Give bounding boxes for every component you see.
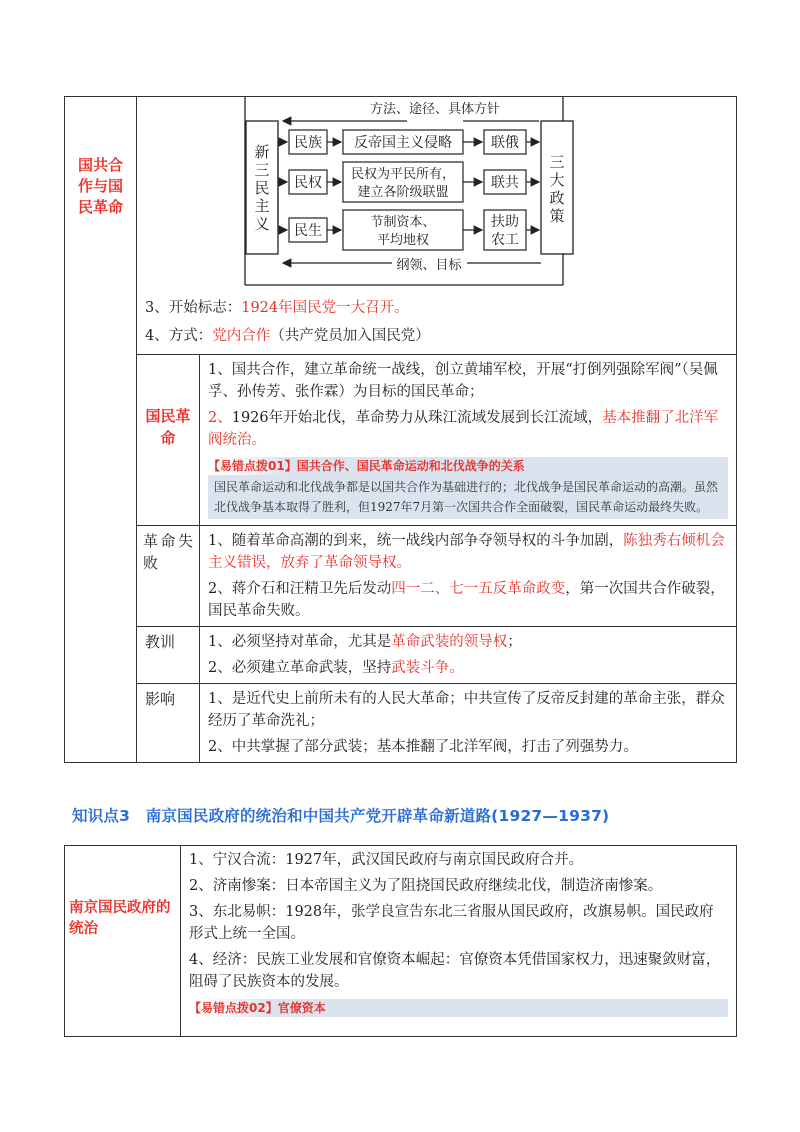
svg-text:建立各阶级联盟: 建立各阶级联盟	[357, 185, 449, 200]
nanjing-item-4: 4、经济：民族工业发展和官僚资本崛起：官僚资本凭借国家权力，迅速聚敛财富，阻碍了民族资本的发展。	[189, 952, 721, 990]
svg-text:反帝国主义侵略: 反帝国主义侵略	[354, 135, 452, 151]
svg-text:三: 三	[549, 153, 565, 171]
lesson-label: 教训	[145, 633, 176, 651]
revolution-content-cell	[200, 355, 737, 526]
failure-paragraph-2: 2、蒋介石和汪精卫先后发动四一二、七一五反革命政变，第一次国共合作破裂，国民革命失败。	[208, 581, 725, 619]
table-nanjing-government	[64, 845, 737, 1037]
tip-body-01: 国民革命运动和北伐战争都是以国共合作为基础进行的；北伐战争是国民革命运动的高潮。虽然北伐战争基本取得了胜利，但1927年7月第一次国共合作全面破裂，国民革命运动最终失败。	[208, 475, 728, 519]
revolution-paragraph-2: 2、1926年开始北伐，革命势力从珠江流域发展到长江流域，基本推翻了北洋军阀统治。	[208, 410, 719, 448]
nanjing-item-2: 2、济南惨案：日本帝国主义为了阻挠国民政府继续北伐，制造济南惨案。	[189, 878, 663, 894]
influence-label: 影响	[145, 690, 176, 708]
nanjing-content-cell	[181, 846, 737, 1037]
svg-text:主: 主	[254, 197, 270, 215]
svg-text:大: 大	[549, 171, 565, 189]
cooperation-method-text: 4、方式：党内合作（共产党员加入国民党）	[145, 328, 430, 344]
lesson-label-cell	[137, 627, 200, 684]
nanjing-category-cell	[65, 846, 181, 1037]
category-cell	[65, 97, 137, 763]
svg-text:民: 民	[254, 179, 270, 197]
svg-text:联俄: 联俄	[491, 135, 519, 151]
svg-text:义: 义	[254, 215, 270, 233]
failure-content-cell	[200, 526, 737, 627]
top-label: 方法、途径、具体方针	[369, 102, 501, 117]
nanjing-item-1: 1、宁汉合流：1927年，武汉国民政府与南京国民政府合并。	[189, 852, 584, 868]
svg-text:三: 三	[254, 161, 270, 179]
nanjing-category-label: 南京国民政府的统治	[69, 900, 171, 937]
category-label: 国共合作与国民革命	[77, 156, 123, 216]
right-label	[549, 153, 564, 225]
influence-paragraph-1: 1、是近代史上前所未有的人民大革命；中共宣传了反帝反封建的革命主张，群众经历了革命洗礼；	[208, 691, 725, 729]
svg-text:节制资本、: 节制资本、	[370, 215, 436, 230]
section-heading: 知识点3 南京国民政府的统治和中国共产党开辟革命新道路(1927—1937)	[72, 807, 610, 825]
lesson-content-cell	[200, 627, 737, 684]
left-label	[254, 143, 269, 233]
start-marker-text: 3、开始标志：1924年国民党一大召开。	[145, 300, 409, 316]
svg-text:政: 政	[549, 189, 565, 207]
tip-title-01: 【易错点拨01】国共合作、国民革命运动和北伐战争的关系	[208, 457, 728, 475]
tip-title-02: 【易错点拨02】官僚资本	[189, 999, 728, 1017]
three-principles-diagram	[137, 97, 674, 297]
svg-text:民族: 民族	[294, 135, 322, 151]
svg-text:民生: 民生	[294, 223, 322, 239]
svg-text:扶助: 扶助	[491, 214, 519, 230]
nanjing-item-3: 3、东北易帜：1928年，张学良宣告东北三省服从国民政府，改旗易帜。国民政府形式上统一全国。	[189, 904, 714, 942]
svg-text:联共: 联共	[491, 175, 519, 191]
failure-paragraph-1: 1、随着革命高潮的到来，统一战线内部争夺领导权的斗争加剧，陈独秀右倾机会主义错误，放弃了革命领导权。	[208, 533, 725, 571]
failure-label: 革命失败	[143, 532, 193, 572]
table-kmt-ccp-cooperation	[64, 96, 737, 763]
revolution-label-cell	[137, 355, 200, 526]
svg-text:农工: 农工	[491, 232, 519, 248]
influence-paragraph-2: 2、中共掌握了部分武装；基本推翻了北洋军阀，打击了列强势力。	[208, 739, 638, 755]
svg-text:平均地权: 平均地权	[376, 233, 430, 248]
revolution-paragraph-1: 1、国共合作，建立革命统一战线，创立黄埔军校，开展“打倒列强除军阀”（吴佩孚、孙传芳、张作霖）为目标的国民革命；	[208, 362, 718, 400]
influence-content-cell	[200, 684, 737, 763]
svg-text:新: 新	[254, 143, 270, 161]
diagram-cell	[137, 97, 737, 355]
svg-text:策: 策	[549, 207, 565, 225]
lesson-paragraph-2: 2、必须建立革命武装，坚持武装斗争。	[208, 660, 464, 676]
failure-label-cell	[137, 526, 200, 627]
bottom-label: 纲领、目标	[396, 258, 462, 273]
revolution-label: 国民革命	[145, 407, 191, 447]
svg-text:民权为平民所有，: 民权为平民所有，	[350, 167, 456, 182]
lesson-paragraph-1: 1、必须坚持对革命，尤其是革命武装的领导权；	[208, 634, 522, 650]
svg-text:民权: 民权	[294, 175, 322, 191]
influence-label-cell	[137, 684, 200, 763]
